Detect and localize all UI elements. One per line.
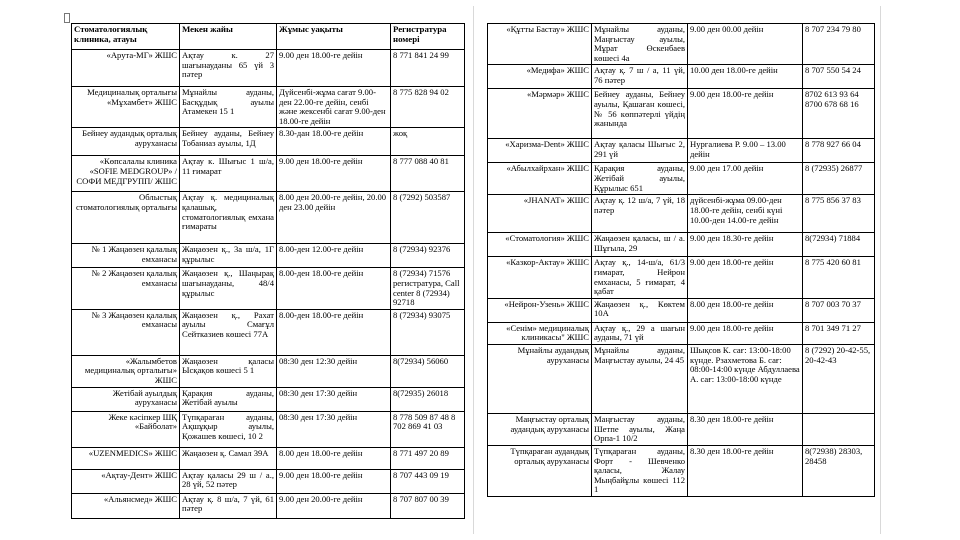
table-row <box>488 195 875 233</box>
table-row <box>72 411 465 447</box>
table-row <box>488 344 875 413</box>
clinic-name-cell: № 1 Жаңаөзен қалалық емханасы <box>72 244 180 268</box>
table-row <box>488 163 875 195</box>
phone-cell: 8(72934) 71884 <box>803 233 875 257</box>
phone-cell: 8 (72934) 93075 <box>391 309 465 355</box>
working-hours-cell: 9.00 ден 17.00 дейін <box>688 163 803 195</box>
clinic-name-cell: «Абылхайрхан» ЖШС <box>488 163 592 195</box>
clinic-name-cell: Облыстық стоматологиялық орталығы <box>72 192 180 244</box>
clinic-name-cell: «Арута-МГ» ЖШС <box>72 50 180 87</box>
working-hours-cell: 8.00-ден 12.00-ге дейін <box>277 244 391 268</box>
table-row <box>72 309 465 355</box>
address-cell: Жаңаөзен қаласы, ш / а. Шұғыла, 29 <box>592 233 688 257</box>
address-cell: Ақтау қ. 7 ш / а, 11 үй, 76 пәтер <box>592 65 688 89</box>
phone-cell: 8702 613 93 64 8700 678 68 16 <box>803 89 875 139</box>
table-row <box>488 233 875 257</box>
working-hours-cell: 10.00 ден 18.00-ге дейін <box>688 65 803 89</box>
clinic-name-cell: «Медифа» ЖШС <box>488 65 592 89</box>
address-cell: Жаңаөзен қ., 3а ш/а, 1Г құрылыс <box>180 244 277 268</box>
address-cell: Қарақия ауданы, Жетібай ауылы <box>180 387 277 411</box>
working-hours-cell: 9.00 ден 18.00-ге дейін <box>277 469 391 493</box>
phone-cell: 8(72935) 26018 <box>391 387 465 411</box>
address-cell: Мұнайлы ауданы, Маңғыстау ауылы, 24 45 <box>592 344 688 413</box>
phone-cell: 8(72934) 56060 <box>391 355 465 387</box>
phone-cell: 8 775 856 37 83 <box>803 195 875 233</box>
header-registry-number: Регистратура номері <box>391 24 465 50</box>
address-cell: Ақтау к. 27 шағынауданы 65 үй 3 пәтер <box>180 50 277 87</box>
table-row <box>72 244 465 268</box>
working-hours-cell: 9.00 ден 18.00-ге дейін <box>688 89 803 139</box>
working-hours-cell: 08:30 ден 17:30 дейін <box>277 387 391 411</box>
working-hours-cell: 9.00 ден 18.00-ге дейін <box>277 156 391 192</box>
phone-cell: 8(72938) 28303, 28458 <box>803 445 875 496</box>
clinic-name-cell: «Казкор-Актау» ЖШС <box>488 257 592 298</box>
address-cell: Ақтау қаласы Шығыс 2, 291 үй <box>592 139 688 163</box>
table-row <box>488 445 875 496</box>
clinic-name-cell: Бейнеу аудандық орталық ауруханасы <box>72 128 180 156</box>
phone-cell: 8 771 497 20 89 <box>391 447 465 469</box>
phone-cell: 8 707 443 09 19 <box>391 469 465 493</box>
working-hours-cell: 8.30 ден 18.00-ге дейін <box>688 445 803 496</box>
working-hours-cell: 9.00 ден 00.00 дейін <box>688 24 803 65</box>
clinic-name-cell: «Мәрмәр» ЖШС <box>488 89 592 139</box>
address-cell: Жаңаөзен қ., Көктем 10А <box>592 298 688 322</box>
working-hours-cell: 8.00-ден 18.00-ге дейін <box>277 268 391 309</box>
phone-cell <box>803 413 875 445</box>
clinic-name-cell: Жеке кәсіпкер ШҚ «Байболат» <box>72 411 180 447</box>
address-cell: Жаңаөзен қ., Шаңырақ шағынауданы, 48/4 құрылыс <box>180 268 277 309</box>
working-hours-cell: 9.00 ден 18.00-ге дейін <box>688 322 803 344</box>
table-row <box>72 156 465 192</box>
table-row <box>72 50 465 87</box>
working-hours-cell: 8.30-дан 18.00-ге дейін <box>277 128 391 156</box>
clinic-name-cell: Түпқараған аудандық орталық ауруханасы <box>488 445 592 496</box>
table-row <box>72 447 465 469</box>
clinic-name-cell: Маңғыстау орталық аудандық ауруханасы <box>488 413 592 445</box>
clinic-name-cell: «UZENMEDICS» ЖШС <box>72 447 180 469</box>
table-row <box>488 322 875 344</box>
address-cell: Жаңаөзен қ. Самал 39А <box>180 447 277 469</box>
phone-cell: 8 (72934) 71576 регистратура, Call center 8 (72934) 92718 <box>391 268 465 309</box>
table-row <box>488 257 875 298</box>
table-row <box>488 413 875 445</box>
header-clinic-name: Стоматологиялық клиника, атауы <box>72 24 180 50</box>
clinic-name-cell: Жетібай ауылдық ауруханасы <box>72 387 180 411</box>
clinic-name-cell: «Харизма-Dent» ЖШС <box>488 139 592 163</box>
address-cell: Маңғыстау ауданы, Шетпе ауылы, Жаңа Орпа-1 10/2 <box>592 413 688 445</box>
clinic-name-cell: «Ақтау-Дент» ЖШС <box>72 469 180 493</box>
table-row <box>72 355 465 387</box>
clinic-name-cell: Медициналық орталығы «Мұхамбет» ЖШС <box>72 87 180 128</box>
phone-cell: 8 (72934) 92376 <box>391 244 465 268</box>
address-cell: Бейнеу ауданы, Бейнеу Тобаниаз ауылы, 1Д <box>180 128 277 156</box>
phone-cell: 8 (72935) 26877 <box>803 163 875 195</box>
phone-cell: 8 778 509 87 48 8 702 869 41 03 <box>391 411 465 447</box>
phone-cell: 8 (7292) 20-42-55, 20-42-43 <box>803 344 875 413</box>
table-row <box>72 493 465 518</box>
address-cell: Ақтау қ., 29 а шағын ауданы, 71 үй <box>592 322 688 344</box>
working-hours-cell: 9.00 ден 18.00-ге дейін <box>277 50 391 87</box>
header-address: Мекен жайы <box>180 24 277 50</box>
working-hours-cell: 8.00 ден 18.00-ге дейін <box>277 447 391 469</box>
phone-cell: 8 775 420 60 81 <box>803 257 875 298</box>
address-cell: Мұнайлы ауданы, Басқұдық ауылы Атамекен 15 1 <box>180 87 277 128</box>
table-row <box>488 89 875 139</box>
clinic-table-left <box>71 23 465 519</box>
clinic-table-right <box>487 23 875 497</box>
address-cell: Түпқараған ауданы, Ақшұқыр ауылы, Қожашев көшесі, 10 2 <box>180 411 277 447</box>
phone-cell: 8 771 841 24 99 <box>391 50 465 87</box>
working-hours-cell: 08:30 ден 12:30 дейін <box>277 355 391 387</box>
page-right-edge <box>880 6 881 534</box>
table-row <box>72 87 465 128</box>
clinic-name-cell: № 2 Жаңаөзен қалалық емханасы <box>72 268 180 309</box>
address-cell: Ақтау к. Шығыс 1 ш/а, 11 ғимарат <box>180 156 277 192</box>
table-row <box>72 128 465 156</box>
working-hours-cell: Нургалиева Р. 9.00 – 13.00 дейін <box>688 139 803 163</box>
phone-cell: 8 778 927 66 04 <box>803 139 875 163</box>
table-header <box>72 24 465 50</box>
working-hours-cell: 08:30 ден 17:30 дейін <box>277 411 391 447</box>
address-cell: Жаңаөзен қ., Рахат ауылы Смағұл Сейтказиев көшесі 77А <box>180 309 277 355</box>
phone-cell: 8 707 550 54 24 <box>803 65 875 89</box>
clinic-name-cell: № 3 Жаңаөзен қалалық емханасы <box>72 309 180 355</box>
working-hours-cell: Дүйсенбі-жұма сағат 9.00-ден 22.00-ге дейін, сенбі және жексенбі сағат 9.00-ден 18.00-ге дейін <box>277 87 391 128</box>
clinic-name-cell: «Көпсалалы клиника «SOFIE MEDGROUP» /СОФИ МЕДГРУПП/ ЖШС <box>72 156 180 192</box>
phone-cell: 8 (7292) 503587 <box>391 192 465 244</box>
clinic-name-cell: «Жалымбетов медициналық орталығы» ЖШС <box>72 355 180 387</box>
table-row <box>72 192 465 244</box>
table-row <box>488 298 875 322</box>
working-hours-cell: 8.30 ден 18.00-ге дейін <box>688 413 803 445</box>
phone-cell: 8 777 088 40 81 <box>391 156 465 192</box>
working-hours-cell: 9.00 ден 18.00-ге дейін <box>688 257 803 298</box>
table-row <box>488 65 875 89</box>
working-hours-cell: Шықсов К. сағ: 13:00-18:00 күнде. Рзахметова Б. сағ: 08:00-14:00 күнде Абдуллаева А. сағ: 13:00-18:00 күнде <box>688 344 803 413</box>
address-cell: Ақтау қ., 14-ш/а, 61/3 ғимарат, Нейрон емханасы, 5 ғимарат, 4 қабат <box>592 257 688 298</box>
working-hours-cell: 8.00 ден 18.00-ге дейін <box>688 298 803 322</box>
header-working-hours: Жұмыс уақыты <box>277 24 391 50</box>
working-hours-cell: 9.00 ден 18.30-ге дейін <box>688 233 803 257</box>
page-separator <box>473 6 474 534</box>
phone-cell: 8 775 828 94 02 <box>391 87 465 128</box>
address-cell: Ақтау қ. медициналық қалашық, стоматологиялық емхана ғимараты <box>180 192 277 244</box>
clinic-name-cell: «Нейрон-Узень» ЖШС <box>488 298 592 322</box>
working-hours-cell: 8.00 ден 20.00-ге дейін, 20.00 ден 23.00 дейін <box>277 192 391 244</box>
clinic-name-cell: «Құтты Бастау» ЖШС <box>488 24 592 65</box>
clinic-name-cell: «Сенім» медициналық клиникасы" ЖШС <box>488 322 592 344</box>
clinic-name-cell: «JHANAT» ЖШС <box>488 195 592 233</box>
address-cell: Түпқараған ауданы, Форт - Шевченко қаласы, Жалау Мыңбайұлы көшесі 112 1 <box>592 445 688 496</box>
phone-cell: 8 707 807 00 39 <box>391 493 465 518</box>
table-move-handle-icon[interactable] <box>64 13 70 23</box>
address-cell: Жаңаөзен қаласы Ысқақов көшесі 5 1 <box>180 355 277 387</box>
phone-cell: 8 707 234 79 80 <box>803 24 875 65</box>
working-hours-cell: дүйсенбі-жұма 09.00-ден 18.00-ге дейін, сенбі күні 10.00-ден 14.00-ге дейін <box>688 195 803 233</box>
clinic-name-cell: Мұнайлы аудандық ауруханасы <box>488 344 592 413</box>
address-cell: Мұнайлы ауданы, Маңғыстау ауылы, Мұрат Өскенбаев көшесі 4а <box>592 24 688 65</box>
working-hours-cell: 9.00 ден 20.00-ге дейін <box>277 493 391 518</box>
phone-cell: 8 701 349 71 27 <box>803 322 875 344</box>
address-cell: Ақтау қаласы 29 ш / а., 28 үй, 52 пәтер <box>180 469 277 493</box>
table-row <box>72 387 465 411</box>
phone-cell: 8 707 003 70 37 <box>803 298 875 322</box>
address-cell: Ақтау қ. 12 ш/а, 7 үй, 18 пәтер <box>592 195 688 233</box>
table-row <box>72 469 465 493</box>
clinic-name-cell: «Альянсмед» ЖШС <box>72 493 180 518</box>
phone-cell: жоқ <box>391 128 465 156</box>
table-row <box>488 139 875 163</box>
address-cell: Ақтау қ. 8 ш/а, 7 үй, 61 пәтер <box>180 493 277 518</box>
working-hours-cell: 8.00-ден 18.00-ге дейін <box>277 309 391 355</box>
address-cell: Қарақия ауданы, Жетібай ауылы, Құрылыс 651 <box>592 163 688 195</box>
address-cell: Бейнеу ауданы, Бейнеу ауылы, Қашаған көшесі, № 56 көппәтерлі үйдің жанында <box>592 89 688 139</box>
table-row <box>72 268 465 309</box>
table-row <box>488 24 875 65</box>
clinic-name-cell: «Стоматология» ЖШС <box>488 233 592 257</box>
